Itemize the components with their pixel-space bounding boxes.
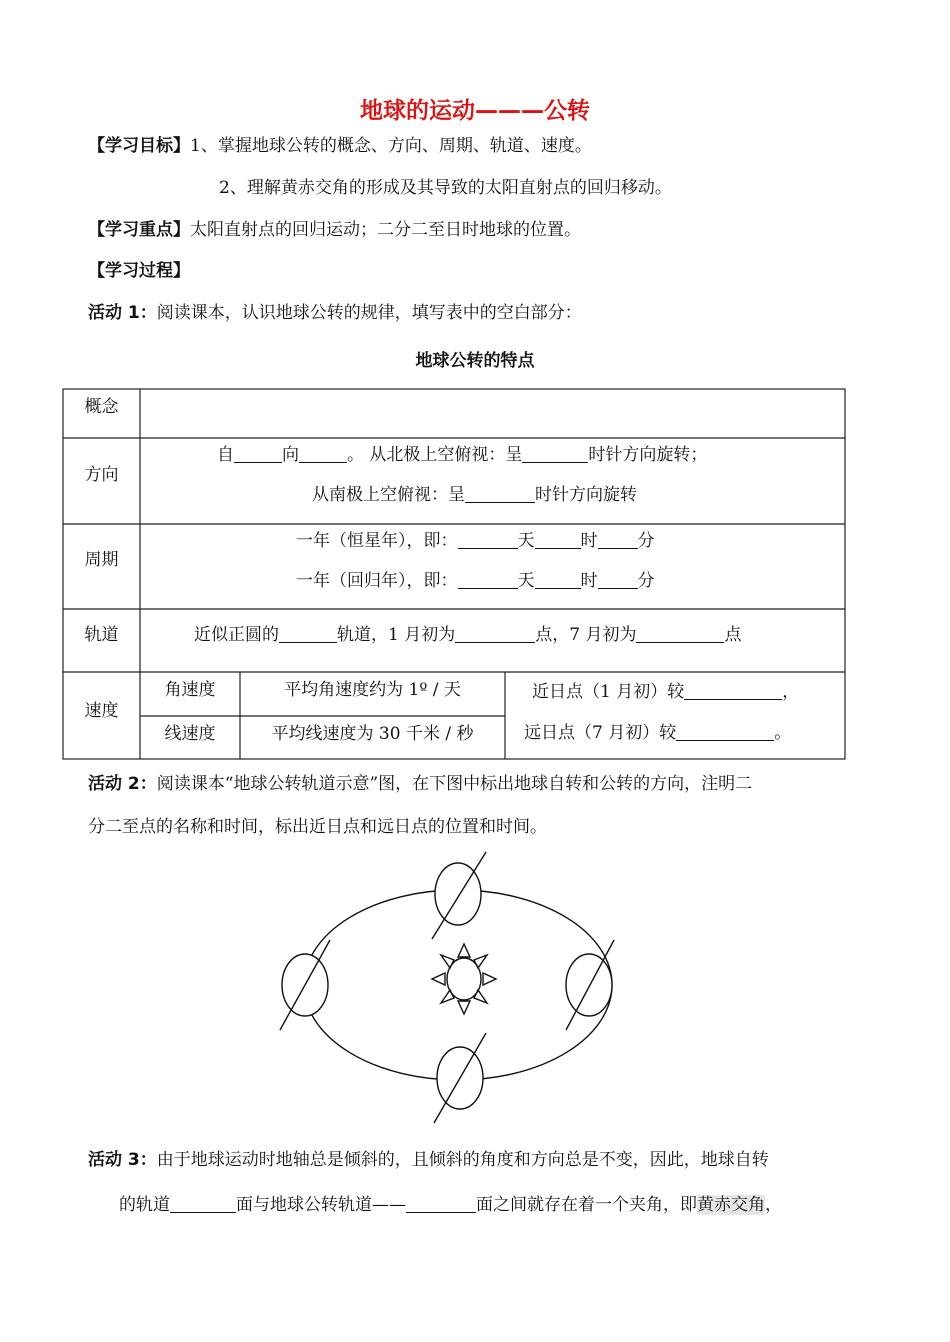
direction-to: 向 <box>282 445 299 465</box>
linear-speed-value: 平均线速度为 30 千米 / 秒 <box>271 724 474 744</box>
aphelion-suffix: 。 <box>774 723 792 743</box>
orbit-shape-label: 近似正圆的 <box>194 625 279 645</box>
orbit-jan-label: 轨道，1 月初为 <box>337 625 456 645</box>
direction-north-suffix: 时针方向旋转； <box>588 445 708 465</box>
tropical-minute-unit: 分 <box>637 571 655 591</box>
activity3-text-2c: 面之间就存在着一个夹角，即 <box>476 1195 697 1215</box>
activity3-text-1a: 由于地球运动时地轴总是 <box>156 1150 344 1170</box>
activity3-label: 活动 3： <box>88 1150 157 1170</box>
activity3-text-1b: 倾斜的，且倾斜的角度和方向总是不变，因此，地球自转 <box>343 1150 769 1170</box>
tropical-label: 一年（回归年），即： <box>296 571 458 591</box>
activity1-label: 活动 1： <box>88 303 157 323</box>
angular-speed-label: 角速度 <box>164 680 216 700</box>
focus-label: 【学习重点】 <box>88 220 190 240</box>
activity3-line-2 <box>119 1193 782 1217</box>
direction-south-view: 从南极上空俯视：呈 <box>312 485 465 505</box>
tropical-hour-unit: 时 <box>580 571 598 591</box>
page-title: 地球的运动———公转 <box>360 98 590 124</box>
table-caption: 地球公转的特点 <box>415 351 535 371</box>
activity1-text: 阅读课本，认识地球公转的规律，填写表中的空白部分： <box>156 303 582 323</box>
objectives-label: 【学习目标】 <box>88 136 190 156</box>
row-label-speed: 速度 <box>84 701 119 721</box>
aphelion-label: 远日点（7 月初）较 <box>524 723 677 743</box>
sun-icon <box>432 944 496 1014</box>
earth-left <box>280 940 330 1030</box>
activity2-label: 活动 2： <box>88 774 157 794</box>
equator-plane-blank[interactable] <box>170 1194 236 1213</box>
activity3-text-2a: 的轨道 <box>119 1195 170 1215</box>
focus-text: 太阳直射点的回归运动；二分二至日时地球的位置。 <box>190 220 581 240</box>
row-label-concept: 概念 <box>84 397 119 417</box>
activity2-line-2: 分二至点的名称和时间，标出近日点和远日点的位置和时间。 <box>88 817 547 837</box>
orbit-jul-label: 点，7 月初为 <box>535 625 637 645</box>
activity3-text-2b: 面与地球公转轨道—— <box>236 1195 406 1215</box>
activity2-text-1: 阅读课本“地球公转轨道示意”图，在下图中标出地球自转和公转的方 <box>156 774 668 794</box>
direction-north-view: 。 从北极上空俯视：呈 <box>347 445 523 465</box>
sidereal-hour-unit: 时 <box>580 531 598 551</box>
activity3-line-1 <box>88 1148 769 1172</box>
activity2-text-1b: 向，注明二 <box>667 774 753 794</box>
objective-1: 1、掌握地球公转的概念、方向、周期、轨道、速度。 <box>190 136 592 156</box>
earth-top <box>432 852 486 939</box>
objective-2: 2、理解黄赤交角的形成及其导致的太阳直射点的回归移动。 <box>219 178 672 198</box>
sidereal-label: 一年（恒星年），即： <box>296 531 458 551</box>
orbit-suffix: 点 <box>724 625 742 645</box>
process-label: 【学习过程】 <box>88 261 190 281</box>
sidereal-minute-unit: 分 <box>637 531 655 551</box>
sidereal-day-unit: 天 <box>517 531 535 551</box>
direction-from: 自 <box>217 445 234 465</box>
row-label-orbit: 轨道 <box>84 625 119 645</box>
earth-right <box>566 940 614 1030</box>
row-label-direction: 方向 <box>84 465 119 485</box>
tropical-day-unit: 天 <box>517 571 535 591</box>
angular-speed-value: 平均角速度约为 1º / 天 <box>284 680 461 700</box>
obliquity-term: 黄赤交角 <box>697 1195 765 1215</box>
earth-bottom <box>434 1033 486 1123</box>
activity3-text-2e: ， <box>765 1195 782 1215</box>
perihelion-label: 近日点（1 月初）较 <box>532 682 685 702</box>
row-label-period: 周期 <box>84 550 119 570</box>
perihelion-suffix: ， <box>782 682 800 702</box>
linear-speed-label: 线速度 <box>164 724 216 744</box>
direction-south-suffix: 时针方向旋转 <box>535 485 637 505</box>
ecliptic-plane-blank[interactable] <box>406 1194 476 1213</box>
